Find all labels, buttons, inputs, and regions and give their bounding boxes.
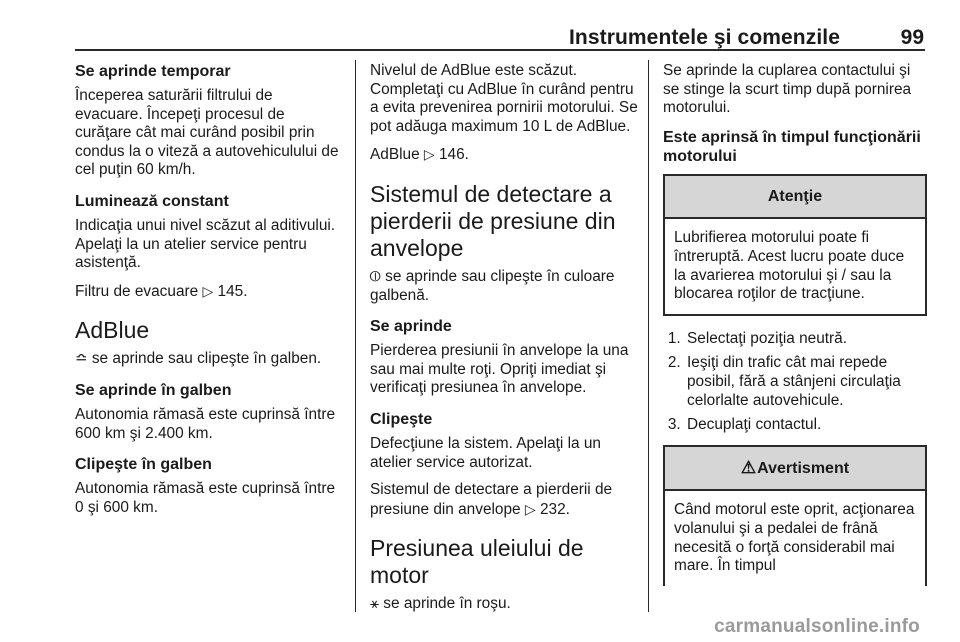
list-item: 3. Decuplaţi contactul. — [685, 416, 927, 435]
heading-constant: Luminează constant — [75, 192, 229, 210]
list-item: 1. Selectaţi poziţia neutră. — [685, 330, 927, 349]
attention-body: Lubrifierea motorului poate fi întreruptă. Acest lucru poate duce la avarierea motorului şi / sau la blocarea roţilor de tracţiune. — [674, 229, 905, 303]
ref-adblue-text: AdBlue — [370, 146, 420, 164]
page-header — [0, 0, 960, 52]
heading-aprinde: Se aprinde — [370, 318, 452, 336]
ref-adblue — [370, 145, 640, 165]
paragraph-galben: Autonomia rămasă este cuprinsă între 600 km şi 2.400 km. — [75, 405, 336, 442]
paragraph-constant: Indicaţia unui nivel scăzut al aditivului. Apelaţi la un atelier service pentru asistenţă. — [75, 216, 336, 272]
adblue-warning-icon: ≏ — [75, 350, 88, 368]
heading-clipeste: Clipeşte — [370, 410, 433, 428]
attention-title: Atenţie — [665, 176, 925, 220]
column-divider-2 — [648, 60, 649, 612]
column-2 — [370, 62, 640, 623]
section-title: Instrumentele şi comenzile — [568, 26, 840, 49]
adblue-intro — [75, 350, 343, 369]
paragraph-nivel: Nivelul de AdBlue este scăzut. Completaţi cu AdBlue în curând pentru a evita prevenirea pornirii motorului. Se pot adăuga maximum 10 L de AdBlue. — [370, 62, 638, 135]
page-ref-arrow-icon: ▷ — [524, 500, 536, 517]
column-3 — [663, 62, 927, 586]
oil-can-icon: ⚹ — [370, 595, 380, 613]
paragraph-sistemul — [370, 481, 640, 519]
header-divider — [75, 49, 925, 51]
ref-filter-text: Filtru de evacuare — [75, 282, 199, 300]
warning-title: Avertisment — [757, 459, 850, 477]
heading-galben: Se aprinde în galben — [75, 381, 232, 399]
column-divider-1 — [355, 60, 356, 612]
paragraph-temporar: Începerea saturării filtrului de evacuare. Începeţi procesul de curăţare cât mai curând posibil prin condus la o viteză a autovehiculului de cel puţin 60 km/h. — [75, 87, 339, 179]
watermark: carmanualsonline.info — [714, 616, 920, 637]
warning-body: Când motorul este oprit, acţionarea volanului şi a pedalei de frână necesită o forţă considerabil mai mare. În timpul — [674, 501, 915, 575]
oil-intro — [370, 595, 640, 614]
adblue-intro-text: se aprinde sau clipeşte în galben. — [91, 350, 322, 368]
paragraph-defectiune: Defecţiune la sistem. Apelaţi la un atelier service autorizat. — [370, 434, 601, 471]
paragraph-clipeste-galben: Autonomia rămasă este cuprinsă între 0 şi 600 km. — [75, 480, 336, 516]
heading-temporar: Se aprinde temporar — [75, 63, 231, 80]
tpms-intro — [370, 268, 640, 305]
list-item: 2. Ieşiţi din trafic cât mai repede posibil, fără a stânjeni circulaţia celorlalte autovehicule. — [685, 354, 927, 410]
column-1 — [75, 62, 343, 526]
ref-presiune-page[interactable]: 232. — [539, 500, 570, 518]
attention-box — [663, 174, 927, 316]
paragraph-sistemul-text: Sistemul de detectare a pierderii de presiune din anvelope — [370, 481, 613, 518]
heading-functionare: Este aprinsă în timpul funcţionării motorului — [663, 128, 921, 165]
oil-intro-text: se aprinde în roşu. — [383, 595, 511, 613]
steps-list — [663, 330, 927, 435]
ref-filter — [75, 282, 343, 302]
page-number: 99 — [900, 26, 924, 49]
page-ref-arrow-icon: ▷ — [202, 282, 214, 299]
ref-adblue-page[interactable]: 146. — [438, 146, 469, 164]
heading-clipeste-galben: Clipeşte în galben — [75, 456, 212, 474]
ref-filter-page[interactable]: 145. — [217, 282, 248, 300]
tpms-intro-text: se aprinde sau clipeşte în culoare galbenă. — [370, 267, 615, 304]
warning-header — [665, 447, 925, 492]
heading-adblue: AdBlue — [75, 317, 150, 344]
heading-presiune-ulei: Presiunea uleiului de motor — [370, 535, 584, 589]
heading-presiune-anvelope: Sistemul de detectare a pierderii de presiune din anvelope — [370, 180, 616, 261]
warning-box — [663, 445, 927, 586]
paragraph-aprinde: Pierderea presiunii în anvelope la una sau mai multe roţi. Opriţi imediat şi verificaţi presiunea în anvelope. — [370, 342, 629, 397]
tire-pressure-icon: ⦶ — [370, 267, 381, 285]
paragraph-cuplare: Se aprinde la cuplarea contactului şi se stinge la scurt timp după pornirea motorului. — [663, 62, 912, 117]
warning-triangle-icon: ⚠ — [740, 457, 757, 477]
page-ref-arrow-icon: ▷ — [423, 146, 435, 163]
